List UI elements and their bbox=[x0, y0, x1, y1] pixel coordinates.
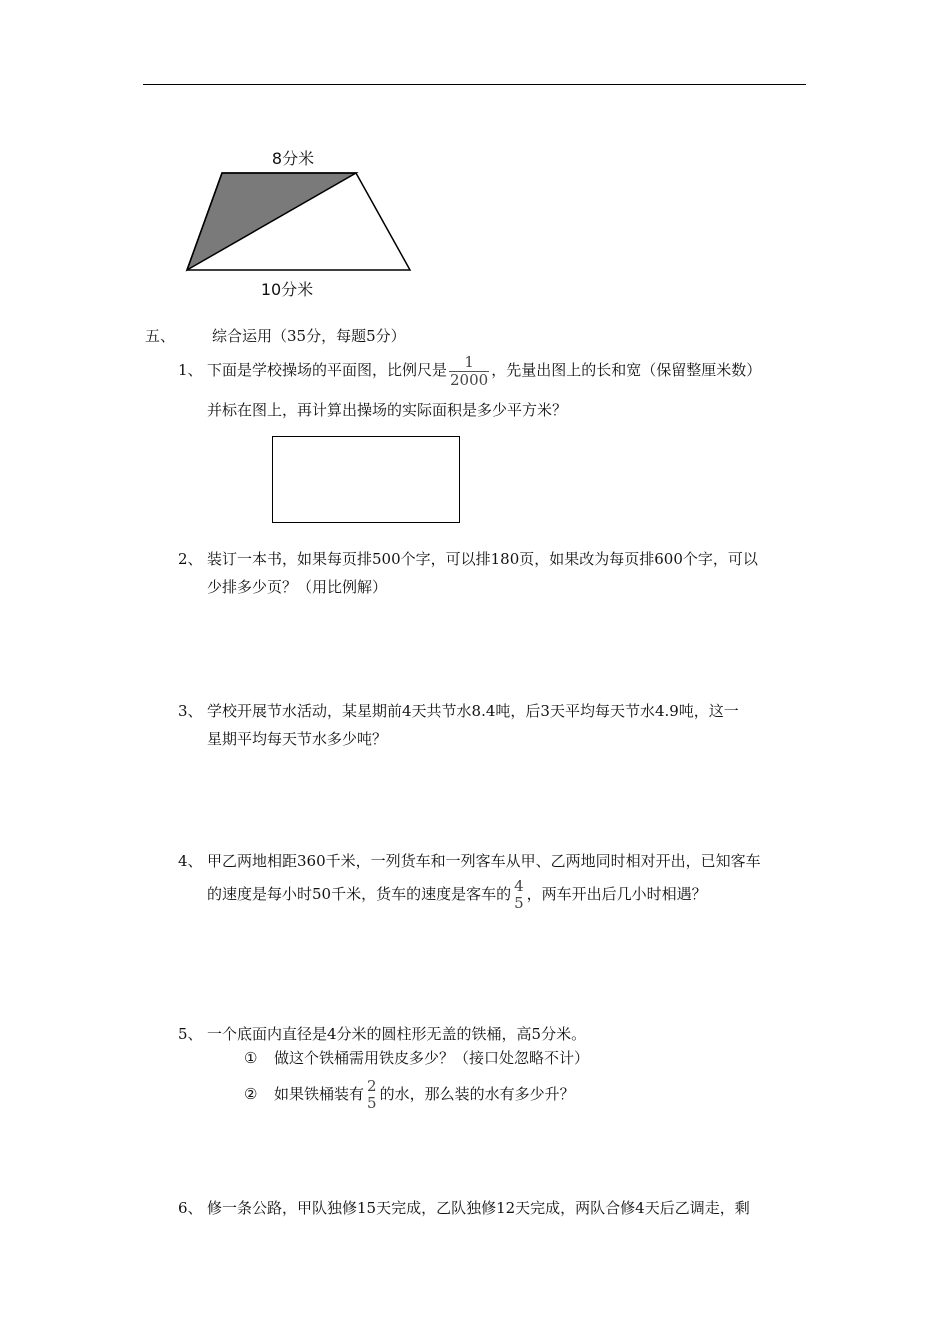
q4-number: 4、 bbox=[178, 852, 203, 870]
q1-line2: 并标在图上，再计算出操场的实际面积是多少平方米？ bbox=[207, 401, 568, 419]
q1-fraction bbox=[449, 354, 489, 389]
header-rule bbox=[143, 84, 806, 85]
q1-text-a: 下面是学校操场的平面图，比例尺是 bbox=[207, 361, 448, 379]
q1-line1 bbox=[207, 352, 761, 389]
top-base-label: 8分米 bbox=[271, 149, 315, 168]
q1-frac-num: 1 bbox=[464, 352, 474, 371]
q5-frac-den: 5 bbox=[367, 1094, 377, 1112]
q4-line1: 甲乙两地相距360千米，一列货车和一列客车从甲、乙两地同时相对开出，已知客车 bbox=[207, 852, 761, 870]
q1-text-b: ，先量出图上的长和宽（保留整厘米数） bbox=[491, 361, 762, 379]
q3-line2: 星期平均每天节水多少吨？ bbox=[207, 730, 388, 748]
q5-sub2-line bbox=[274, 1076, 575, 1112]
q3-number: 3、 bbox=[178, 702, 203, 720]
trapezoid-figure bbox=[175, 140, 425, 305]
q5-sub2-mark: ② bbox=[244, 1085, 258, 1103]
q6-number: 6、 bbox=[178, 1199, 203, 1217]
q5-line1: 一个底面内直径是4分米的圆柱形无盖的铁桶，高5分米。 bbox=[207, 1025, 587, 1043]
section-number: 五、 bbox=[145, 327, 176, 345]
section-heading bbox=[145, 326, 175, 346]
q5-fraction bbox=[366, 1078, 378, 1112]
q4-frac-num: 4 bbox=[514, 877, 524, 895]
q1-frac-den: 2000 bbox=[450, 370, 489, 389]
q4-fraction bbox=[513, 878, 525, 912]
q4-text-a: 的速度是每小时50千米，货车的速度是客车的 bbox=[207, 885, 512, 903]
q2-number: 2、 bbox=[178, 550, 203, 568]
q1-number: 1、 bbox=[178, 361, 203, 379]
q5-number: 5、 bbox=[178, 1025, 203, 1043]
q5-frac-num: 2 bbox=[367, 1077, 377, 1095]
q3-line1: 学校开展节水活动，某星期前4天共节水8.4吨，后3天平均每天节水4.9吨，这一 bbox=[207, 702, 739, 720]
q5-sub1-text: 做这个铁桶需用铁皮多少？（接口处忽略不计） bbox=[274, 1049, 590, 1067]
bottom-base-label: 10分米 bbox=[260, 280, 314, 299]
q4-frac-den: 5 bbox=[514, 894, 524, 912]
q4-line2 bbox=[207, 876, 707, 912]
q5-sub1-mark: ① bbox=[244, 1049, 258, 1067]
section-title: 综合运用（35分，每题5分） bbox=[212, 327, 406, 345]
q5-sub2-text-b: 的水，那么装的水有多少升？ bbox=[379, 1085, 575, 1103]
q6-line1: 修一条公路，甲队独修15天完成，乙队独修12天完成，两队合修4天后乙调走，剩 bbox=[207, 1199, 750, 1217]
playground-rectangle bbox=[272, 436, 460, 523]
q4-text-b: ，两车开出后几小时相遇？ bbox=[526, 885, 707, 903]
q2-line2: 少排多少页？（用比例解） bbox=[207, 578, 388, 596]
shaded-triangle bbox=[187, 173, 356, 270]
q5-sub2-text-a: 如果铁桶装有 bbox=[274, 1085, 365, 1103]
q2-line1: 装订一本书，如果每页排500个字，可以排180页，如果改为每页排600个字，可以 bbox=[207, 550, 758, 568]
